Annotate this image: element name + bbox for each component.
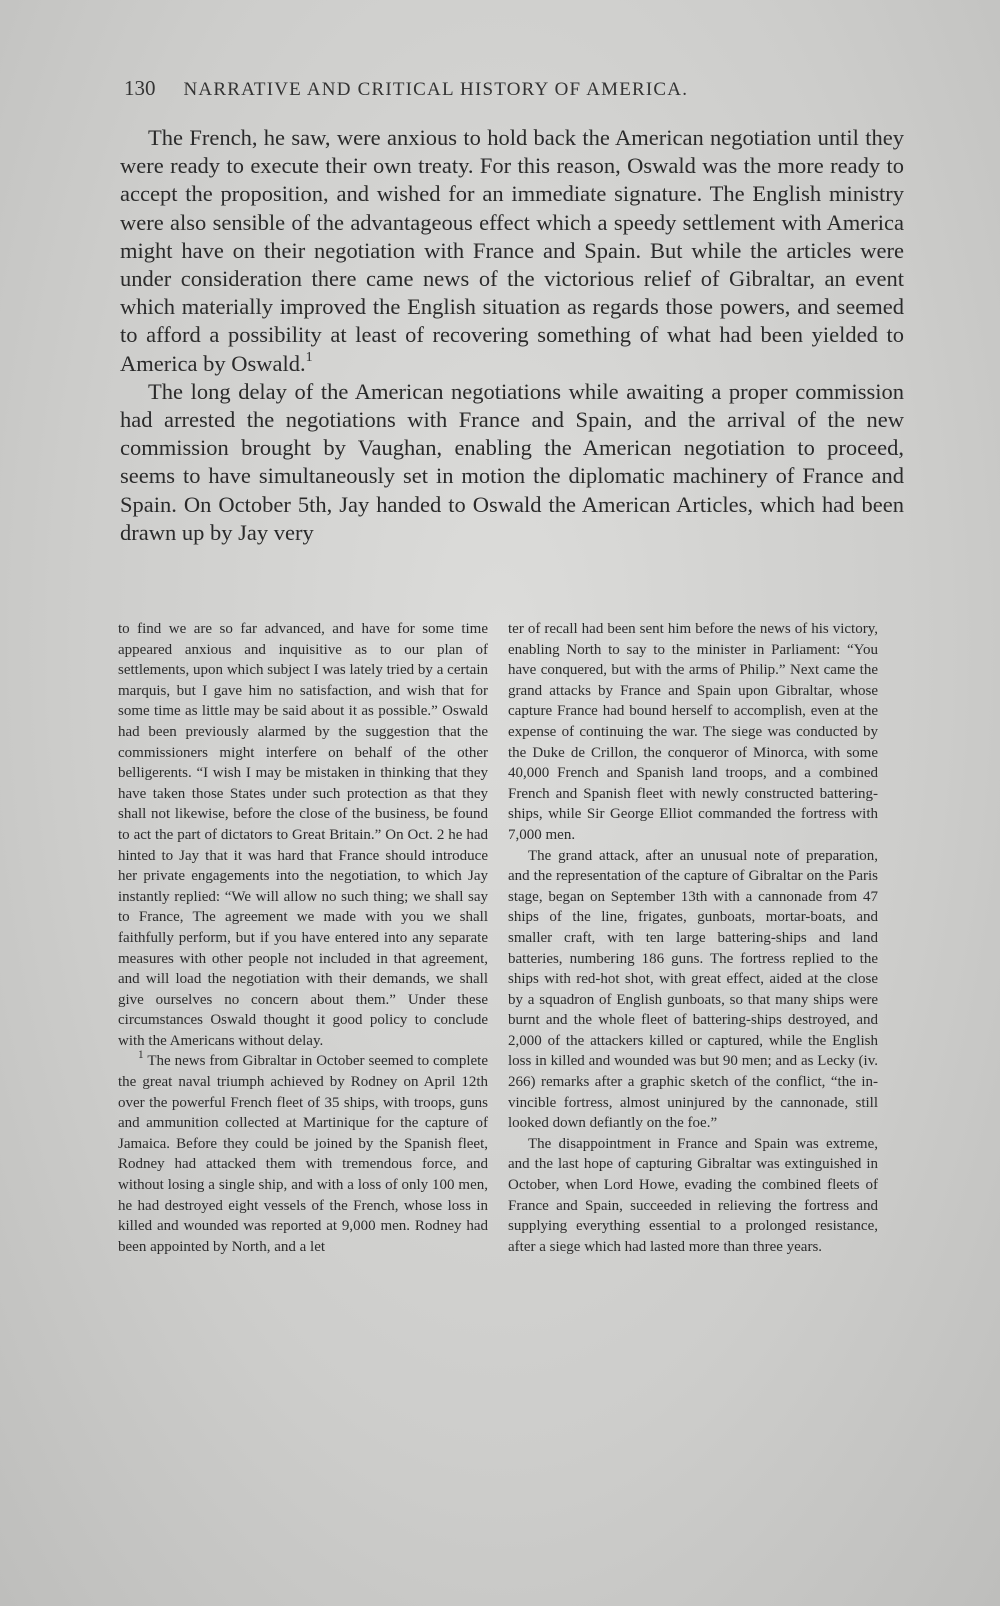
footnote-reference: 1 xyxy=(305,349,313,365)
running-header xyxy=(124,76,816,101)
running-title: NARRATIVE AND CRITICAL HISTORY OF AMERICA. xyxy=(183,79,689,100)
footnote-marker: 1 xyxy=(138,1049,144,1062)
main-text xyxy=(120,124,904,547)
footnote-paragraph-disappointment: The disappointment in France and Spain was extreme, and the last hope of capturing Gibraltar was extinguished in October, when Lord Howe, evading the combined fleets of France and Spain, succeeded in relieving the fortress and supplying everything essential to a prolonged resistance, after a siege which had lasted more than three years. xyxy=(508,1135,878,1255)
footnote-1 xyxy=(118,1051,488,1257)
footnote-1-continuation: ter of recall had been sent him before the news of his victory, enabling North to say to the minister in Parliament: “You have conquered, but with the arms of Philip.” Next came the grand attacks by France and Spain upon Gibraltar, whose capture France had bound herself to accomplish, even at the expense of continuing the war. The siege was conducted by the Duke de Crillon, the conqueror of Minorca, with some 40,000 French and Spanish land troops, and a combined French and Spanish fleet with newly constructed battering-ships, while Sir George Elliot commanded the fortress with 7,000 men. xyxy=(508,621,878,843)
main-paragraph-1 xyxy=(120,124,904,378)
main-paragraph-2: The long delay of the American negotiations while awaiting a proper commission had arrested the negotiations with France and Spain, and the arrival of the new commission brought by Vaughan, enabling the American negotiation to proceed, seems to have simultaneously set in motion the diplomatic machinery of France and Spain. On October 5th, Jay handed to Oswald the American Articles, which had been drawn up by Jay very xyxy=(120,378,904,545)
notes-column-right xyxy=(508,619,878,1257)
main-paragraph-1-text: The French, he saw, were anxious to hold back the American negotiation until they were ready to execute their own treaty. For this reason, Oswald was the more ready to accept the proposition, and wished for an immediate signature. The English ministry were also sensible of the advantageous effect which a speedy settlement with America might have on their negotiation with France and Spain. But while the articles were under consideration there came news of the victorious relief of Gibraltar, an event which materially improved the English situation as regards those powers, and seemed to afford a possibility at least of recovering something of what had been yielded to America by Oswald. xyxy=(120,125,904,376)
page-number: 130 xyxy=(124,76,156,100)
note-continuation: to find we are so far advanced, and have for some time appeared anxious and inquisitive as to our plan of settlements, upon which subject I was lately tried by a certain marquis, but I gave him no satisfaction, and wish that for some time as little may be said about it as possible.” Oswald had been previously alarmed by the suggestion that the commissioners might interfere on behalf of the other belligerents. “I wish I may be mistaken in thinking that they have taken those States under such protection as that they shall not likewise, before the close of the business, be found to act the part of dictators to Great Britain.” On Oct. 2 he had hinted to Jay that it was hard that France should introduce her private engagements into the negotiation, to which Jay instantly replied: “We will allow no such thing; we shall say to France, The agreement we made with you we shall faithfully perform, but if you have entered into any separate measures with other people not included in that agreement, and will load the negotiation with their demands, we shall give ourselves no concern about them.” Under these circumstances Oswald thought it good policy to conclude with the Americans without delay. xyxy=(118,621,488,1049)
footnote-paragraph-grand-attack: The grand attack, after an unusual note of preparation, and the representation of the capture of Gibraltar on the Paris stage, began on September 13th with a cannonade from 47 ships of the line, frigates, gunboats, mortar-boats, and smaller craft, with ten large battering-ships and land batteries, numbering 186 guns. The fortress replied to the ships with red-hot shot, with great effect, aided at the close by a squadron of English gunboats, so that many ships were burnt and the whole fleet of battering-ships destroyed, and 2,000 of the attackers killed or captured, while the English loss in killed and wounded was but 90 men; and as Lecky (iv. 266) remarks after a graphic sketch of the conflict, “the invincible fortress, almost uninjured by the cannonade, still looked down defiantly on the foe.” xyxy=(508,847,878,1132)
footnote-1-text: The news from Gibraltar in October seemed to complete the great naval triumph achieved by Rodney on April 12th over the powerful French fleet of 35 ships, with troops, guns and ammunition collected at Martinique for the capture of Jamaica. Before they could be joined by the Spanish fleet, Rodney had attacked them with tremendous force, and without losing a single ship, and with a loss of only 100 men, he had destroyed eight vessels of the French, whose loss in killed and wounded was reported at 9,000 men. Rodney had been appointed by North, and a let xyxy=(118,1053,488,1255)
notes-column-left xyxy=(118,619,488,1257)
